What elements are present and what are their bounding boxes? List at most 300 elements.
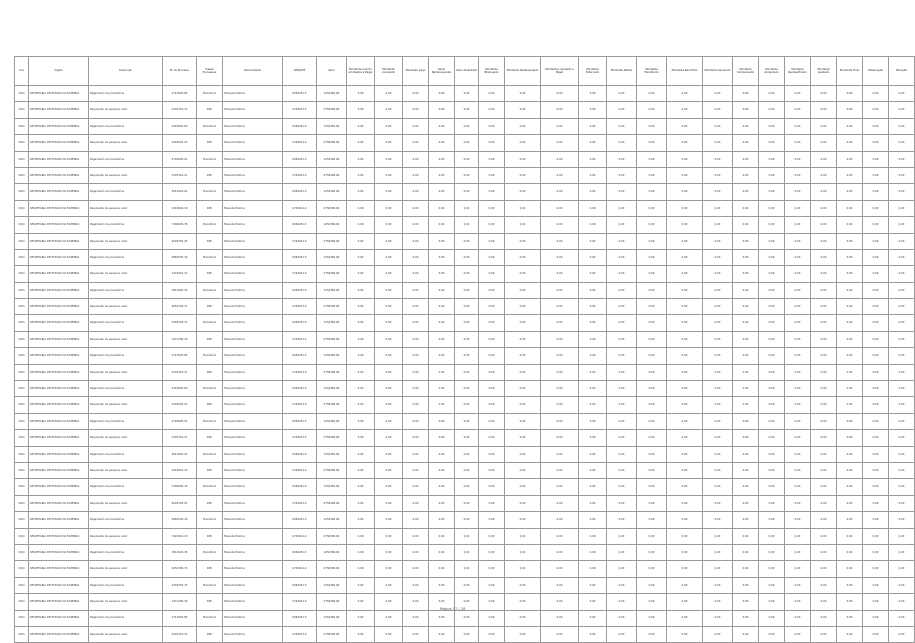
- table-row: [15, 577, 915, 593]
- table-cell: 2011: [15, 594, 29, 610]
- table-cell: 0,00: [375, 381, 403, 397]
- table-cell: 0,00: [429, 544, 455, 560]
- table-cell: Requisição de pequeno valor: [89, 594, 163, 610]
- table-cell: Fazenda Pública: [223, 413, 283, 429]
- table-cell: 0,00: [505, 86, 541, 102]
- table-cell: 2218020-23: [163, 135, 197, 151]
- table-cell: 0,00: [785, 331, 811, 347]
- table-cell: 0,00: [505, 544, 541, 560]
- table-cell: 0,00: [667, 331, 703, 347]
- table-cell: Requisição de pequeno valor: [89, 561, 163, 577]
- table-row: [15, 610, 915, 626]
- table-cell: 0,00: [403, 381, 429, 397]
- table-cell: 0,00: [733, 86, 759, 102]
- table-row: [15, 446, 915, 462]
- table-cell: 0,00: [637, 184, 667, 200]
- table-cell: 0,00: [455, 610, 479, 626]
- table-cell: 4703620-91: [163, 413, 197, 429]
- table-cell: 0,00: [347, 561, 375, 577]
- table-cell: 0742621-4: [283, 299, 317, 315]
- table-cell: 0,00: [455, 512, 479, 528]
- table-cell: 0,00: [733, 479, 759, 495]
- table-cell: 1254360,00: [317, 282, 347, 298]
- table-cell: 0,00: [667, 381, 703, 397]
- table-cell: 4713620-85: [163, 86, 197, 102]
- table-row: [15, 561, 915, 577]
- table-cell: 0,00: [837, 430, 863, 446]
- table-cell: 0,00: [811, 610, 837, 626]
- column-header: Observação: [863, 57, 889, 86]
- table-cell: 0,00: [607, 528, 637, 544]
- column-header: Montante pago: [403, 57, 429, 86]
- table-cell: 0,00: [837, 479, 863, 495]
- table-cell: 0,00: [889, 233, 915, 249]
- table-cell: Pagamento de precatórios: [89, 446, 163, 462]
- table-cell: RPV: [197, 233, 223, 249]
- table-cell: 2011: [15, 430, 29, 446]
- table-cell: 4318330-73: [163, 315, 197, 331]
- table-cell: 0,00: [863, 561, 889, 577]
- table-cell: 0,00: [541, 282, 579, 298]
- table-cell: RPV: [197, 528, 223, 544]
- table-cell: 0,00: [759, 167, 785, 183]
- table-cell: 4319830-60: [163, 118, 197, 134]
- table-cell: 0,00: [579, 118, 607, 134]
- column-header: Montante Bloqueado: [479, 57, 505, 86]
- table-cell: 0,00: [403, 266, 429, 282]
- table-cell: 0,00: [759, 249, 785, 265]
- table-cell: 0,00: [347, 610, 375, 626]
- table-cell: 0,00: [579, 479, 607, 495]
- table-cell: 0,00: [505, 528, 541, 544]
- table-cell: Fazenda Pública: [223, 167, 283, 183]
- table-cell: 0,00: [863, 381, 889, 397]
- table-cell: Precatório: [197, 184, 223, 200]
- table-cell: 2756390,00: [317, 397, 347, 413]
- table-cell: SECRETARIA DE ESTADO DA FAZENDA: [29, 217, 89, 233]
- column-header: Valor Atualizado: [455, 57, 479, 86]
- table-cell: 0,00: [607, 364, 637, 380]
- table-cell: 0,00: [703, 86, 733, 102]
- table-cell: 0,00: [607, 167, 637, 183]
- table-row: [15, 102, 915, 118]
- table-cell: 0,00: [637, 200, 667, 216]
- table-cell: SECRETARIA DE ESTADO DA FAZENDA: [29, 561, 89, 577]
- table-cell: 0,00: [455, 233, 479, 249]
- table-cell: 0,00: [479, 315, 505, 331]
- table-cell: 0,00: [863, 348, 889, 364]
- table-cell: 0,00: [667, 167, 703, 183]
- table-cell: 0,00: [637, 446, 667, 462]
- table-cell: SECRETARIA DE ESTADO DA FAZENDA: [29, 610, 89, 626]
- table-cell: 0,00: [505, 282, 541, 298]
- table-cell: 0,00: [579, 86, 607, 102]
- table-cell: 2011: [15, 364, 29, 380]
- table-cell: 0,00: [889, 381, 915, 397]
- table-cell: 0,00: [429, 495, 455, 511]
- table-cell: 0,00: [759, 495, 785, 511]
- table-cell: 2011: [15, 167, 29, 183]
- table-cell: 0,00: [637, 364, 667, 380]
- table-cell: 0,00: [733, 118, 759, 134]
- table-cell: 0,00: [505, 381, 541, 397]
- table-cell: 0,00: [863, 446, 889, 462]
- table-cell: 0,00: [759, 315, 785, 331]
- table-cell: 0,00: [607, 594, 637, 610]
- table-cell: 0,00: [579, 266, 607, 282]
- table-row: [15, 528, 915, 544]
- table-cell: Fazenda Pública: [223, 512, 283, 528]
- table-cell: 0,00: [579, 217, 607, 233]
- table-cell: 0,00: [863, 430, 889, 446]
- table-cell: 0,00: [607, 135, 637, 151]
- table-cell: 0,00: [579, 528, 607, 544]
- table-cell: 0,00: [403, 135, 429, 151]
- table-cell: 0,00: [733, 594, 759, 610]
- table-cell: 0,00: [579, 626, 607, 642]
- table-cell: 0,00: [759, 462, 785, 478]
- table-cell: 0,00: [785, 594, 811, 610]
- table-cell: 0,00: [811, 102, 837, 118]
- table-cell: SECRETARIA DE ESTADO DA FAZENDA: [29, 102, 89, 118]
- table-cell: 0,00: [347, 135, 375, 151]
- table-cell: 0,00: [455, 266, 479, 282]
- table-cell: 0,00: [703, 397, 733, 413]
- table-cell: 0,00: [541, 544, 579, 560]
- table-cell: 0,00: [863, 86, 889, 102]
- table-cell: 0062431-5: [283, 249, 317, 265]
- table-row: [15, 479, 915, 495]
- table-cell: 4713620-85: [163, 348, 197, 364]
- table-cell: 4054330-71: [163, 561, 197, 577]
- table-cell: Requisição de pequeno valor: [89, 528, 163, 544]
- table-cell: 0,00: [785, 544, 811, 560]
- table-cell: 0,00: [637, 233, 667, 249]
- table-cell: 0,00: [505, 167, 541, 183]
- table-cell: Precatório: [197, 249, 223, 265]
- table-cell: 0,00: [607, 430, 637, 446]
- table-cell: 0,00: [759, 561, 785, 577]
- table-cell: 0,00: [455, 626, 479, 642]
- table-cell: 0,00: [347, 233, 375, 249]
- table-cell: 0,00: [479, 577, 505, 593]
- table-cell: 0,00: [375, 495, 403, 511]
- table-cell: 0,00: [375, 528, 403, 544]
- table-cell: 0,00: [375, 315, 403, 331]
- table-cell: 0,00: [667, 512, 703, 528]
- table-cell: 0,00: [607, 462, 637, 478]
- table-cell: 0,00: [637, 626, 667, 642]
- table-cell: 0,00: [505, 184, 541, 200]
- table-cell: 0742621-4: [283, 135, 317, 151]
- table-cell: 0,00: [347, 528, 375, 544]
- table-cell: 0,00: [347, 577, 375, 593]
- table-cell: SECRETARIA DE ESTADO DA FAZENDA: [29, 151, 89, 167]
- table-cell: 0,00: [837, 561, 863, 577]
- table-cell: 0,00: [541, 495, 579, 511]
- table-cell: 0,00: [579, 446, 607, 462]
- table-cell: 0,00: [811, 217, 837, 233]
- table-cell: 0,00: [403, 282, 429, 298]
- table-cell: 0,00: [429, 413, 455, 429]
- column-header: Montante Ajustado: [811, 57, 837, 86]
- table-cell: 0,00: [759, 86, 785, 102]
- table-cell: 0,00: [733, 249, 759, 265]
- table-cell: 0,00: [837, 512, 863, 528]
- table-cell: 0,00: [863, 266, 889, 282]
- table-cell: 0,00: [759, 102, 785, 118]
- table-cell: 0,00: [889, 102, 915, 118]
- table-cell: 0,00: [541, 266, 579, 282]
- table-cell: 0,00: [347, 446, 375, 462]
- table-cell: 0,00: [479, 331, 505, 347]
- table-cell: Pagamento de precatórios: [89, 315, 163, 331]
- table-cell: 0,00: [837, 151, 863, 167]
- table-cell: 0,00: [637, 561, 667, 577]
- table-cell: 0,00: [403, 430, 429, 446]
- table-cell: 0,00: [889, 594, 915, 610]
- table-cell: SECRETARIA DE ESTADO DA FAZENDA: [29, 167, 89, 183]
- table-cell: 0,00: [785, 348, 811, 364]
- table-cell: 2011: [15, 561, 29, 577]
- table-cell: 2011: [15, 102, 29, 118]
- table-cell: 0,00: [429, 184, 455, 200]
- table-cell: 0,00: [811, 331, 837, 347]
- table-cell: Pagamento de precatórios: [89, 118, 163, 134]
- table-cell: 0742621-4: [283, 102, 317, 118]
- table-cell: 0,00: [375, 217, 403, 233]
- table-cell: 0,00: [733, 331, 759, 347]
- table-cell: 0,00: [733, 151, 759, 167]
- table-cell: 0,00: [667, 299, 703, 315]
- table-cell: 2011: [15, 282, 29, 298]
- table-cell: 0,00: [505, 118, 541, 134]
- table-cell: 0,00: [403, 528, 429, 544]
- table-cell: 0,00: [667, 528, 703, 544]
- table-cell: 0,00: [505, 315, 541, 331]
- table-cell: 2011: [15, 348, 29, 364]
- table-cell: 0,00: [733, 446, 759, 462]
- table-cell: 0,00: [579, 151, 607, 167]
- table-cell: 0,00: [811, 430, 837, 446]
- table-cell: 0,00: [889, 364, 915, 380]
- table-cell: 0742621-4: [283, 462, 317, 478]
- table-cell: 0,00: [505, 200, 541, 216]
- table-cell: 0,00: [541, 610, 579, 626]
- table-cell: 0,00: [889, 184, 915, 200]
- table-row: [15, 249, 915, 265]
- table-cell: 0,00: [479, 102, 505, 118]
- table-cell: 0,00: [837, 102, 863, 118]
- table-cell: 0,00: [667, 430, 703, 446]
- table-cell: Fazenda Pública: [223, 266, 283, 282]
- table-cell: 0,00: [837, 200, 863, 216]
- table-cell: 0,00: [837, 462, 863, 478]
- table-cell: Pagamento de precatórios: [89, 413, 163, 429]
- table-cell: 0742621-4: [283, 561, 317, 577]
- column-header: Valor: [317, 57, 347, 86]
- table-cell: 0,00: [429, 479, 455, 495]
- table-cell: 0,00: [667, 495, 703, 511]
- table-cell: 0,00: [403, 151, 429, 167]
- table-cell: 0,00: [703, 282, 733, 298]
- table-cell: 0,00: [759, 413, 785, 429]
- table-cell: 0,00: [863, 512, 889, 528]
- table-cell: Requisição de pequeno valor: [89, 495, 163, 511]
- table-cell: SECRETARIA DE ESTADO DA FAZENDA: [29, 135, 89, 151]
- table-cell: 0062431-5: [283, 282, 317, 298]
- table-cell: 0,00: [429, 118, 455, 134]
- table-cell: 1254360,00: [317, 86, 347, 102]
- table-cell: 0062431-5: [283, 413, 317, 429]
- table-cell: 0,00: [505, 364, 541, 380]
- table-cell: 0,00: [811, 118, 837, 134]
- table-cell: 0,00: [667, 364, 703, 380]
- table-cell: 0,00: [607, 331, 637, 347]
- table-cell: 0,00: [785, 315, 811, 331]
- table-cell: 0,00: [811, 462, 837, 478]
- table-cell: 0,00: [837, 626, 863, 642]
- table-cell: 0,00: [541, 462, 579, 478]
- table-cell: 2011: [15, 610, 29, 626]
- table-cell: 0,00: [837, 217, 863, 233]
- table-cell: 0,00: [403, 315, 429, 331]
- table-cell: 0,00: [811, 200, 837, 216]
- table-cell: 0,00: [455, 594, 479, 610]
- table-cell: 7394020-76: [163, 217, 197, 233]
- table-cell: 0062431-5: [283, 544, 317, 560]
- table-cell: 0,00: [811, 446, 837, 462]
- table-cell: 0,00: [837, 610, 863, 626]
- table-cell: 0,00: [837, 167, 863, 183]
- table-cell: 0,00: [811, 86, 837, 102]
- table-cell: 0,00: [811, 577, 837, 593]
- table-cell: 0,00: [607, 299, 637, 315]
- table-cell: 0,00: [837, 249, 863, 265]
- table-cell: 3812020-45: [163, 544, 197, 560]
- table-cell: 0,00: [455, 348, 479, 364]
- table-cell: 0,00: [703, 184, 733, 200]
- table-cell: 2756390,00: [317, 626, 347, 642]
- table-cell: Pagamento de precatórios: [89, 577, 163, 593]
- table-cell: 0,00: [637, 102, 667, 118]
- table-cell: 0,00: [889, 610, 915, 626]
- table-cell: 0,00: [579, 135, 607, 151]
- table-cell: 0,00: [607, 184, 637, 200]
- table-cell: 0,00: [347, 413, 375, 429]
- table-cell: 0,00: [375, 266, 403, 282]
- table-cell: 0,00: [403, 331, 429, 347]
- table-cell: 0,00: [889, 561, 915, 577]
- table-cell: 1254360,00: [317, 151, 347, 167]
- table-cell: 0,00: [785, 167, 811, 183]
- table-cell: 0,00: [455, 544, 479, 560]
- table-cell: 0,00: [579, 348, 607, 364]
- table-cell: 0,00: [733, 544, 759, 560]
- table-cell: 0,00: [479, 217, 505, 233]
- table-cell: 0,00: [785, 299, 811, 315]
- table-cell: 0,00: [811, 479, 837, 495]
- table-cell: 0,00: [403, 626, 429, 642]
- table-cell: Pagamento de precatórios: [89, 184, 163, 200]
- table-cell: 0,00: [667, 151, 703, 167]
- table-cell: 0,00: [579, 577, 607, 593]
- table-cell: SECRETARIA DE ESTADO DA FAZENDA: [29, 381, 89, 397]
- table-cell: 0,00: [667, 479, 703, 495]
- table-cell: 0,00: [759, 266, 785, 282]
- table-cell: 2011: [15, 151, 29, 167]
- table-cell: 0,00: [579, 594, 607, 610]
- table-cell: 0,00: [429, 315, 455, 331]
- table-cell: 0,00: [703, 135, 733, 151]
- table-cell: Fazenda Pública: [223, 331, 283, 347]
- table-cell: 0,00: [759, 200, 785, 216]
- table-cell: Pagamento de precatórios: [89, 151, 163, 167]
- table-cell: 0,00: [837, 446, 863, 462]
- table-cell: 0,00: [703, 200, 733, 216]
- table-cell: 2219602-19: [163, 200, 197, 216]
- table-cell: 0,00: [889, 315, 915, 331]
- table-row: [15, 348, 915, 364]
- table-cell: 0,00: [837, 413, 863, 429]
- table-cell: 0,00: [637, 528, 667, 544]
- table-cell: 0,00: [455, 118, 479, 134]
- table-cell: 0,00: [703, 544, 733, 560]
- table-cell: Fazenda Pública: [223, 151, 283, 167]
- table-cell: Pagamento de precatórios: [89, 544, 163, 560]
- table-cell: 0,00: [837, 528, 863, 544]
- table-cell: 0062431-5: [283, 118, 317, 134]
- table-cell: 1254360,00: [317, 315, 347, 331]
- table-cell: 0,00: [375, 118, 403, 134]
- table-cell: 0,00: [403, 397, 429, 413]
- table-cell: Requisição de pequeno valor: [89, 102, 163, 118]
- table-cell: 0,00: [579, 331, 607, 347]
- table-cell: 0,00: [733, 413, 759, 429]
- table-cell: 0,00: [479, 364, 505, 380]
- table-row: [15, 151, 915, 167]
- table-cell: 0,00: [479, 282, 505, 298]
- table-cell: 0,00: [347, 430, 375, 446]
- table-cell: Requisição de pequeno valor: [89, 200, 163, 216]
- table-cell: 0,00: [541, 184, 579, 200]
- table-cell: 0,00: [889, 217, 915, 233]
- table-cell: 0,00: [837, 397, 863, 413]
- table-cell: SECRETARIA DE ESTADO DA FAZENDA: [29, 577, 89, 593]
- table-cell: 0,00: [785, 86, 811, 102]
- table-cell: 0,00: [889, 430, 915, 446]
- table-cell: 0,00: [505, 266, 541, 282]
- table-cell: SECRETARIA DE ESTADO DA FAZENDA: [29, 479, 89, 495]
- table-cell: 0,00: [479, 348, 505, 364]
- table-cell: 0,00: [429, 446, 455, 462]
- table-cell: 0,00: [889, 495, 915, 511]
- table-cell: 0,00: [889, 577, 915, 593]
- table-cell: 0,00: [347, 479, 375, 495]
- table-cell: SECRETARIA DE ESTADO DA FAZENDA: [29, 495, 89, 511]
- table-cell: 0,00: [733, 561, 759, 577]
- table-row: [15, 495, 915, 511]
- table-cell: 0,00: [541, 594, 579, 610]
- table-cell: 0,00: [541, 315, 579, 331]
- table-cell: 2011: [15, 495, 29, 511]
- table-cell: 0,00: [479, 266, 505, 282]
- table-cell: Requisição de pequeno valor: [89, 364, 163, 380]
- table-cell: 2201370-12: [163, 626, 197, 642]
- table-cell: 0,00: [837, 381, 863, 397]
- table-cell: SECRETARIA DE ESTADO DA FAZENDA: [29, 626, 89, 642]
- table-cell: 2011: [15, 217, 29, 233]
